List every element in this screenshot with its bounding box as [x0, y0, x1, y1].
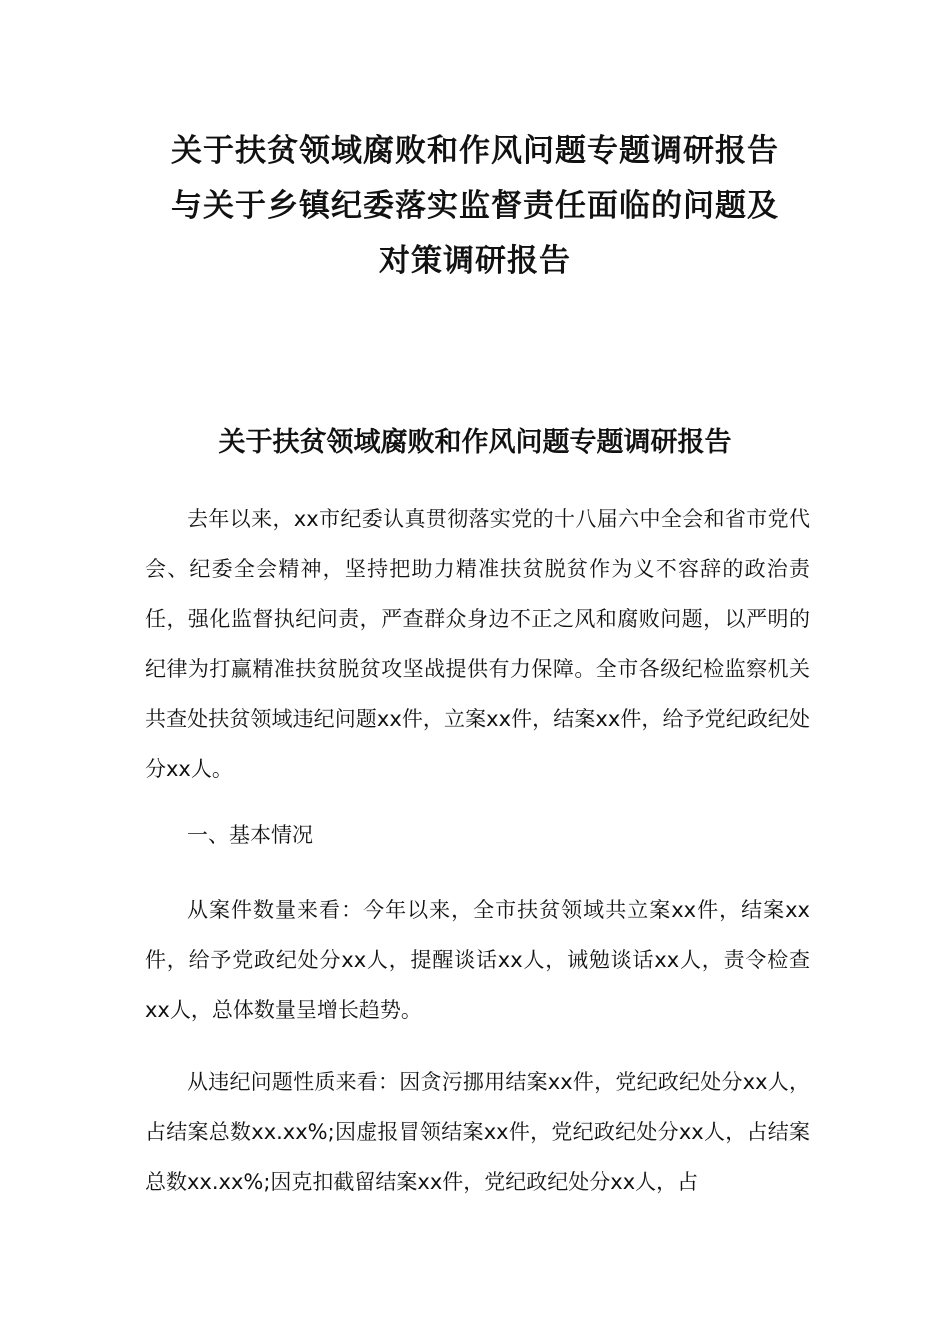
violation-nature-paragraph: 从违纪问题性质来看：因贪污挪用结案xx件，党纪政纪处分xx人，占结案总数xx.xx%;因虚报冒领结案xx件，党纪政纪处分xx人，占结案总数xx.xx%;因克扣截留结案xx件，党纪政纪处分xx人，占 [145, 1070, 810, 1194]
intro-paragraph: 去年以来，xx市纪委认真贯彻落实党的十八届六中全会和省市党代会、纪委全会精神，坚持把助力精准扶贫脱贫作为义不容辞的政治责任，强化监督执纪问责，严查群众身边不正之风和腐败问题，以严明的纪律为打赢精准扶贫脱贫攻坚战提供有力保障。全市各级纪检监察机关共查处扶贫领域违纪问题xx件，立案xx件，结案xx件，给予党纪政纪处分xx人。 [145, 507, 810, 781]
title-line-2: 与关于乡镇纪委落实监督责任面临的问题及 [171, 188, 779, 224]
document-title [120, 124, 830, 289]
title-line-1: 关于扶贫领域腐败和作风问题专题调研报告 [171, 133, 779, 169]
section-title: 关于扶贫领域腐败和作风问题专题调研报告 [218, 427, 732, 458]
case-count-paragraph: 从案件数量来看：今年以来，全市扶贫领域共立案xx件，结案xx件，给予党政纪处分xx人，提醒谈话xx人，诫勉谈话xx人，责令检查xx人，总体数量呈增长趋势。 [145, 898, 810, 1022]
heading-basic-situation: 一、基本情况 [187, 823, 313, 847]
title-line-3: 对策调研报告 [379, 243, 571, 279]
